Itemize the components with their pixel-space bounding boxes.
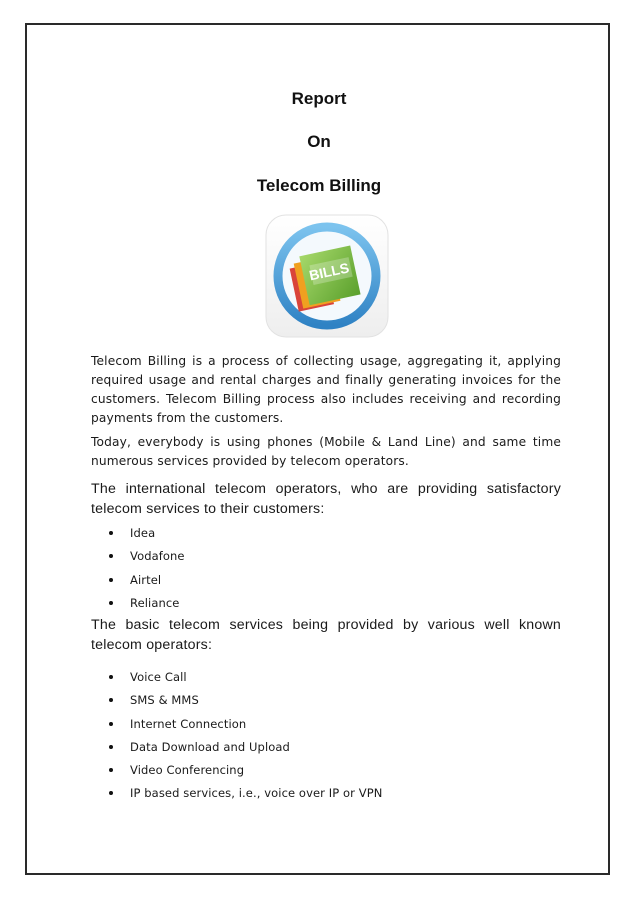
bullet-icon	[109, 578, 113, 582]
bullet-icon	[109, 722, 113, 726]
bullet-icon	[109, 791, 113, 795]
list-item: Airtel	[107, 572, 185, 595]
bullet-icon	[109, 768, 113, 772]
bullet-icon	[109, 675, 113, 679]
operators-heading: The international telecom operators, who are providing satisfactory telecom services to their customers:	[91, 481, 561, 517]
report-title-line-3: Telecom Billing	[256, 176, 382, 195]
list-item: Idea	[107, 525, 185, 548]
list-item: Internet Connection	[107, 716, 382, 739]
report-title-line-2: On	[307, 132, 331, 151]
services-list	[107, 669, 382, 809]
report-title-line-1: Report	[291, 89, 347, 108]
list-item: Data Download and Upload	[107, 739, 382, 762]
list-item: Vodafone	[107, 548, 185, 571]
bills-icon	[264, 213, 390, 339]
list-item: Video Conferencing	[107, 762, 382, 785]
list-item: Voice Call	[107, 669, 382, 692]
intro-paragraph: Telecom Billing is a process of collecting usage, aggregating it, applying required usage and rental charges and finally generating invoices for the customers. Telecom Billing process also includes receiving and recording payments from the customers.	[91, 354, 561, 425]
bullet-icon	[109, 531, 113, 535]
phones-paragraph: Today, everybody is using phones (Mobile & Land Line) and same time numerous services provided by telecom operators.	[91, 435, 561, 468]
services-heading: The basic telecom services being provided by various well known telecom operators:	[91, 617, 561, 653]
list-item: IP based services, i.e., voice over IP or VPN	[107, 785, 382, 808]
operators-list	[107, 525, 185, 618]
bullet-icon	[109, 698, 113, 702]
list-item: SMS & MMS	[107, 692, 382, 715]
bills-label: BILLS	[307, 259, 351, 284]
bullet-icon	[109, 601, 113, 605]
bullet-icon	[109, 554, 113, 558]
list-item: Reliance	[107, 595, 185, 618]
bullet-icon	[109, 745, 113, 749]
